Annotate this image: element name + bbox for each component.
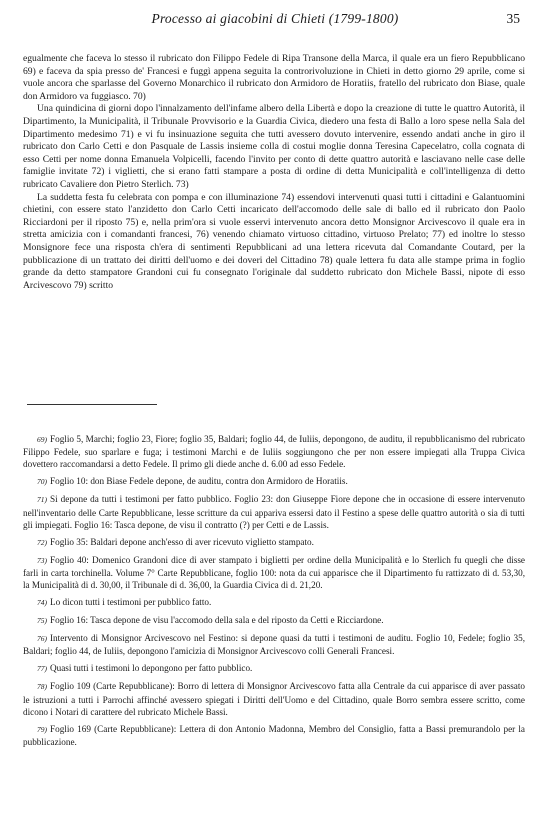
footnote-text: Foglio 10: don Biase Fedele depone, de auditu, contra don Armidoro de Horatiis. xyxy=(50,476,348,487)
footnote-separator xyxy=(27,404,157,405)
footnote-text: Foglio 169 (Carte Repubblicane): Lettera di don Antonio Madonna, Membro del Consiglio, fatta a Bassi premurandolo per la pubblicazione. xyxy=(23,723,525,748)
footnote xyxy=(23,614,525,627)
footnote xyxy=(23,596,525,609)
footnote-number: 79) xyxy=(37,724,47,734)
main-text xyxy=(23,53,525,292)
footnote xyxy=(23,632,525,657)
footnote-number: 75) xyxy=(37,616,47,626)
footnote-text: Foglio 109 (Carte Repubblicane): Borro di lettera di Monsignor Arcivescovo fatta alla Centrale da cui apparisce di aver passato le istruzioni a tutti i Parrochi affinché avessero spiegati i Diritti dell'Uomo e del Cittadino, quale Borro sembra essere scritto, come dicono i Notari di carattere del rubricato Michele Bassi. xyxy=(23,681,525,717)
footnote-number: 72) xyxy=(37,537,47,547)
footnote-text: Quasi tutti i testimoni lo depongono per fatto pubblico. xyxy=(50,663,253,674)
footnote xyxy=(23,475,525,488)
footnote-number: 73) xyxy=(37,555,47,565)
footnote-text: Foglio 40: Domenico Grandoni dice di aver stampato i biglietti per ordine della Municipalità e lo Sterlich fu quegli che disse farli in carta torchinella. Volume 7° Carte Repubblicane, foglio 100: nota da cui apparisce che il Dipartimento fu rattizzato di d. 53,30, la Municipalità di d. 30,00, il Tribunale di d. 36,00, la Guardia Civica di d. 21,20. xyxy=(23,554,525,591)
footnote-text: Intervento di Monsignor Arcivescovo nel Festino: si depone quasi da tutti i testimoni de auditu. Foglio 10, Fedele; foglio 35, Baldari; foglio 44, de Iuliis, depongono l'amicizia di Monsignor Arcivescovo colli Generali Francesi. xyxy=(23,633,525,657)
footnote xyxy=(23,680,525,718)
footnote-number: 74) xyxy=(37,598,47,608)
paragraph: egualmente che faceva lo stesso il rubricato don Filippo Fedele di Ripa Transone della Marca, il quale era un fiero Repubblicano 69) e faceva da spia presso de' Francesi e fuggì appena seguita la controrivoluzione in Chieti in detto giorno 29 aprile, come si vuole ancora che sparlasse del Governo Monarchico il rubricato don Armidoro de Horatiis, fratello del rubricato don Biase, quale don Armidoro va fuggiasco. 70) xyxy=(23,53,525,102)
footnote-number: 71) xyxy=(37,495,47,505)
footnote-text: Foglio 16: Tasca depone de visu l'accomodo della sala e del riposto da Cetti e Ricciardone. xyxy=(50,615,384,626)
footnote xyxy=(23,536,525,549)
footnote-number: 78) xyxy=(37,682,47,692)
paragraph: La suddetta festa fu celebrata con pompa e con illuminazione 74) essendovi intervenuti quasi tutti i cittadini e Galantuomini chietini, con essere stato l'anzidetto don Carlo Cetti incaricato dell'accomodo delle sale di ballo ed il rubricato don Paolo Ricciardoni per il riposto 75) e, nella prim'ora si vuole esservi intervenuto ancora detto Monsignor Arcivescovo il quale era in stretta amicizia con i comandanti francesi, 76) venendo chiamato virtuoso cittadino, virtuoso Prelato; 77) ed inoltre lo stesso Monsignore fece una risposta ch'era di sentimenti Repubblicani ad una lettera ricevuta dal Comandante Coutard, per la pubblicazione di un trattato dei diritti dell'uomo e dei doveri del Cittadino 78) quale lettera fu data alle stampe prima in foglio grande da detto stampatore Grandoni cui fu consegnato l'originale dal suddetto rubricato don Michele Bassi, nipote di esso Arcivescovo 79) scritto xyxy=(23,191,525,291)
footnote xyxy=(23,723,525,748)
footnote xyxy=(23,554,525,592)
footnote-text: Foglio 35: Baldari depone anch'esso di aver ricevuto viglietto stampato. xyxy=(50,536,314,547)
footnote-text: Lo dicon tutti i testimoni per pubblico fatto. xyxy=(50,597,212,608)
footnote-text: Si depone da tutti i testimoni per fatto pubblico. Foglio 23: don Giuseppe Fiore depone che in occasione di essere intervenuto nell'inventario delle Carte Repubblicane, lesse scritture da cui appariva essersi dato il Festino a spese delle quattro autorità o sia di tutti gli impiegati. Foglio 16: Tasca depone, de visu il contratto (?) per Cetti e de Lassis. xyxy=(23,494,525,530)
footnote-number: 70) xyxy=(37,477,47,487)
footnote-number: 77) xyxy=(37,664,47,674)
footnote-text: Foglio 5, Marchi; foglio 23, Fiore; foglio 35, Baldari; foglio 44, de Iuliis, depongono, de auditu, il repubblicanismo del rubricato Filippo Fedele, suo sparlare e fuga; i testimoni Marchi e de Iuliis soggiungono che per non essere impiegati alla Truppa Civica dovettero raccomandarsi a detto Fedele. Il primo gli diede anche d. 6.00 ad esso Fedele. xyxy=(23,434,525,470)
footnote xyxy=(23,433,525,471)
footnote-number: 69) xyxy=(37,435,47,444)
footnote xyxy=(23,493,525,531)
page-number: 35 xyxy=(506,11,520,26)
footnote xyxy=(23,662,525,675)
paragraph: Una quindicina di giorni dopo l'innalzamento dell'infame albero della Libertà e dopo la creazione di tutte le quattro Autorità, il Dipartimento, la Municipalità, il Tribunale Provvisorio e la Guardia Civica, diedero una festa di Ballo a loro spese nella Sala del Dipartimento medesimo 71) e vi fu insinuazione seguita che tutti avessero dovuto intervenire, essendo andati anche in giro il rubricato don Carlo Cetti e don Pasquale de Lassis insieme colla di costui moglie donna Teresina Capecelatro, colla cognata di esso Cetti per nome donna Emanuela Volpicelli, facendo l'invito per conto di dette quattro autorità e lasciavano nelle case delle famiglie invitate 72) i viglietti, che si erano fatti stampare a posta di ordine di detta Municipalità e coll'intelligenza di detto rubricato Cavaliere don Pietro Sterlich. 73) xyxy=(23,103,525,190)
footnotes xyxy=(23,433,525,753)
running-title: Processo ai giacobini di Chieti (1799-1800) xyxy=(151,11,399,26)
footnote-number: 76) xyxy=(37,634,47,644)
